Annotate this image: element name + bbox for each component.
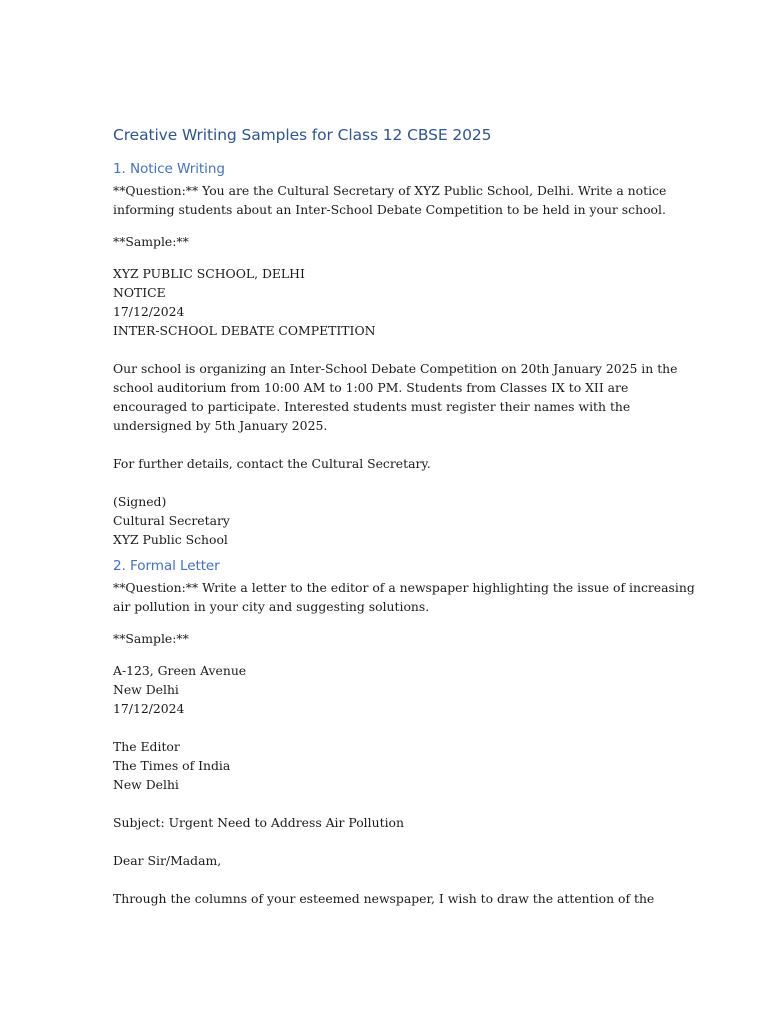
notice-body-line: school auditorium from 10:00 AM to 1:00 PM. Students from Classes IX to XII are xyxy=(113,380,629,395)
notice-question xyxy=(113,181,673,219)
notice-subject: INTER-SCHOOL DEBATE COMPETITION xyxy=(113,323,376,338)
signature-line: (Signed) xyxy=(113,494,167,509)
document-content xyxy=(113,124,695,908)
notice-body-line: encouraged to participate. Interested students must register their names with the xyxy=(113,399,631,414)
notice-body-line: undersigned by 5th January 2025. xyxy=(113,418,328,433)
signature-line: Cultural Secretary xyxy=(113,513,230,528)
notice-further-details: For further details, contact the Cultural Secretary. xyxy=(113,456,431,471)
section-heading-formal-letter: 2. Formal Letter xyxy=(113,558,220,574)
section-heading-notice-writing: 1. Notice Writing xyxy=(113,161,225,177)
sender-line: New Delhi xyxy=(113,682,179,697)
receiver-line: The Times of India xyxy=(113,758,231,773)
receiver-line: The Editor xyxy=(113,739,180,754)
notice-signature xyxy=(113,492,673,549)
question-line: air pollution in your city and suggesting solutions. xyxy=(113,599,430,614)
question-line: **Question:** You are the Cultural Secretary of XYZ Public School, Delhi. Write a notice xyxy=(113,183,667,198)
letter-subject: Subject: Urgent Need to Address Air Pollution xyxy=(113,815,404,830)
letter-question xyxy=(113,578,695,616)
notice-body xyxy=(113,359,678,435)
notice-date: 17/12/2024 xyxy=(113,304,185,319)
question-line: **Question:** Write a letter to the editor of a newspaper highlighting the issue of increasing xyxy=(113,580,695,595)
receiver-line: New Delhi xyxy=(113,777,179,792)
notice-body-line: Our school is organizing an Inter-School Debate Competition on 20th January 2025 in the xyxy=(113,361,678,376)
letter-receiver-address xyxy=(113,737,673,794)
notice-school-name: XYZ PUBLIC SCHOOL, DELHI xyxy=(113,266,305,281)
question-line: informing students about an Inter-School Debate Competition to be held in your school. xyxy=(113,202,666,217)
notice-sample-label: **Sample:** xyxy=(113,234,189,249)
sender-line: A-123, Green Avenue xyxy=(113,663,247,678)
notice-header xyxy=(113,264,673,340)
letter-salutation: Dear Sir/Madam, xyxy=(113,853,222,868)
notice-label: NOTICE xyxy=(113,285,166,300)
letter-sample-label: **Sample:** xyxy=(113,631,189,646)
letter-body-start: Through the columns of your esteemed newspaper, I wish to draw the attention of the xyxy=(113,891,655,906)
letter-sender-address xyxy=(113,661,673,718)
document-title: Creative Writing Samples for Class 12 CBSE 2025 xyxy=(113,126,492,144)
sender-line: 17/12/2024 xyxy=(113,701,185,716)
signature-line: XYZ Public School xyxy=(113,532,228,547)
